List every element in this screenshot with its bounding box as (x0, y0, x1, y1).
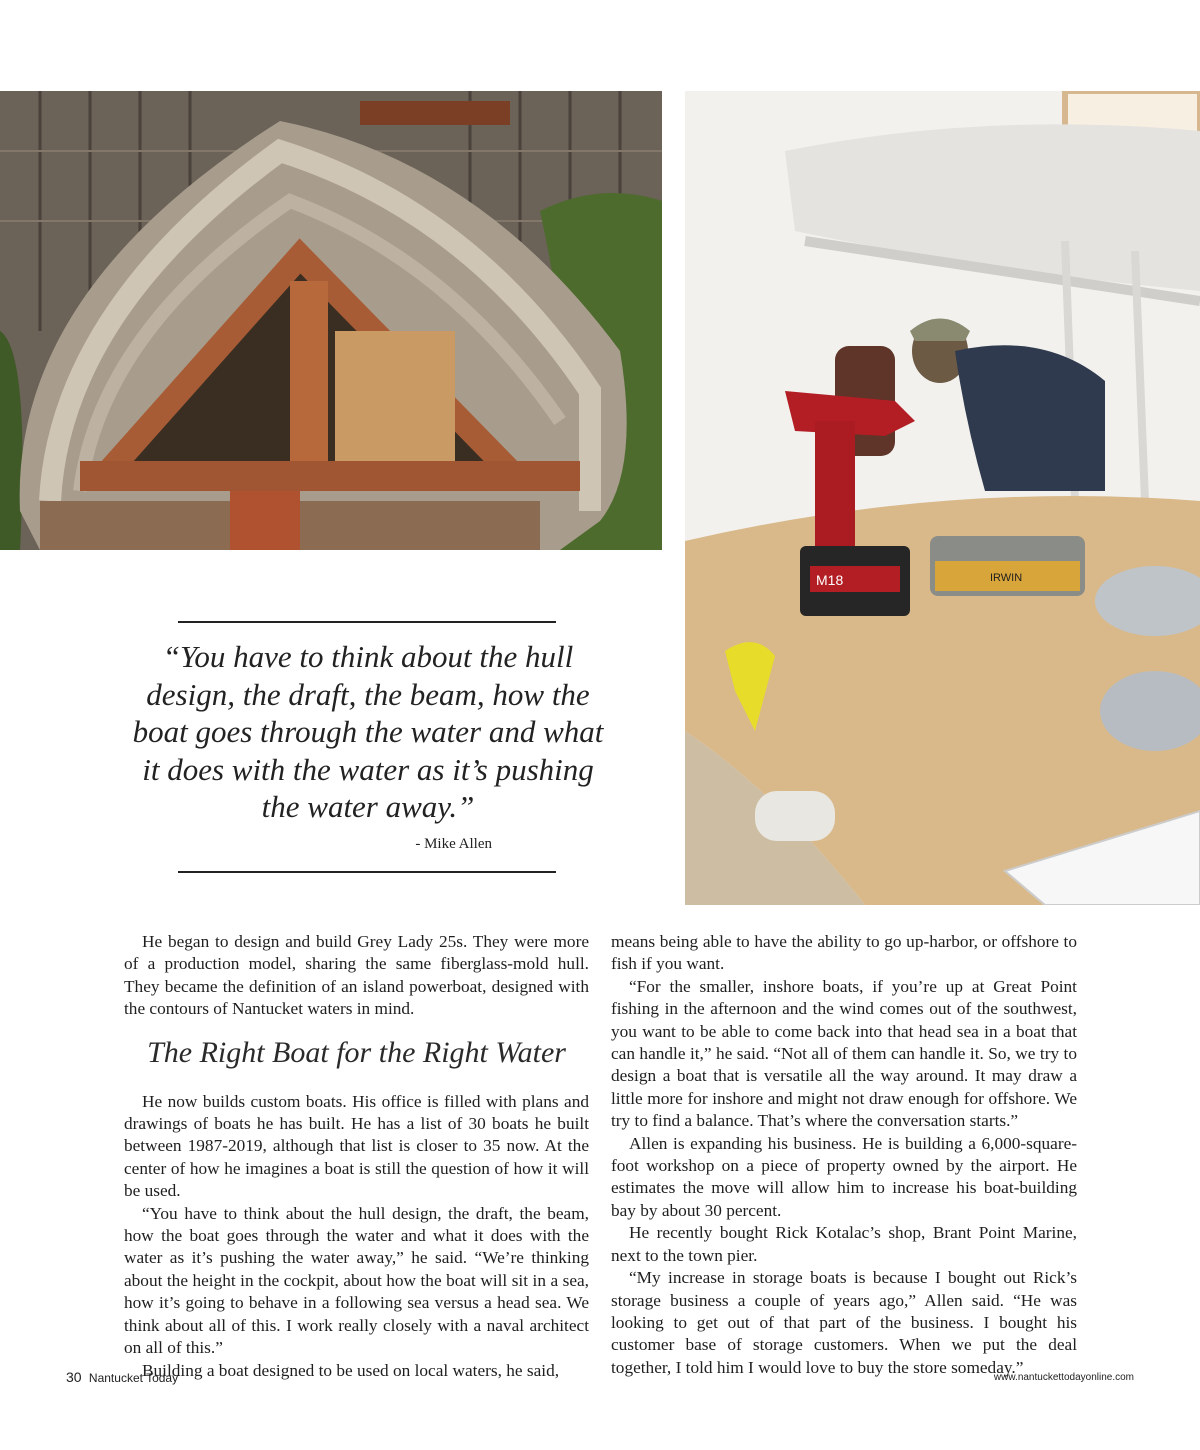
workshop-photo (685, 91, 1200, 905)
page-number: 30 (66, 1369, 82, 1385)
article-column-left (124, 931, 589, 1382)
pull-quote-attribution: - Mike Allen (415, 836, 492, 852)
pull-quote-bottom-rule (178, 871, 556, 873)
article-paragraph: He now builds custom boats. His office is filled with plans and drawings of boats he has built. He has a list of 30 boats he built between 1987-2019, although that list is closer to 35 now. At the center of how he imagines a boat is still the question of how it will be used. (124, 1091, 589, 1201)
article-column-right (611, 931, 1077, 1379)
article-paragraph: “You have to think about the hull design, the draft, the beam, how the boat goes through the water and what it does with the water as it’s pushing the water away,” he said. “We’re thinking about the height in the cockpit, about how the boat will sit in a sea, how it’s going to behave in a following sea versus a head sea. We think about all of this. I work really closely with a naval architect on all of this.” (124, 1203, 589, 1358)
section-subhead: The Right Boat for the Right Water (147, 1035, 566, 1069)
article-paragraph: He recently bought Rick Kotalac’s shop, Brant Point Marine, next to the town pier. (611, 1223, 1077, 1265)
article-paragraph: He began to design and build Grey Lady 25s. They were more of a production model, sharing the same fiberglass-mold hull. They became the definition of an island powerboat, designed with the contours of Nantucket waters in mind. (124, 932, 589, 1019)
article-paragraph: Building a boat designed to be used on local waters, he said, (142, 1360, 560, 1380)
article-paragraph: Allen is expanding his business. He is building a 6,000-square-foot workshop on a piece of property owned by the airport. He estimates the move will allow him to increase his boat-building bay by about 30 percent. (611, 1133, 1077, 1220)
publication-name: Nantucket Today (88, 1371, 179, 1385)
battery-brand-label: M18 (816, 572, 844, 588)
article-paragraph: “My increase in storage boats is because I bought out Rick’s storage business a couple of years ago,” Allen said. “He was looking to get out of that part of the business. I bought his customer base of storage customers. When we put the deal together, I told him I would love to buy the store someday.” (611, 1268, 1077, 1377)
pull-quote: “You have to think about the hull design, the draft, the beam, how the boat goes through the water and what it does with the water as it’s pushing the water away.” (132, 639, 604, 824)
article-paragraph: means being able to have the ability to go up-harbor, or offshore to fish if you want. (611, 932, 1077, 974)
page-footer-left (66, 1369, 178, 1385)
pull-quote-top-rule (178, 621, 556, 623)
boat-hull-photo (0, 91, 662, 550)
article-paragraph: “For the smaller, inshore boats, if you’re up at Great Point fishing in the afternoon and the wind comes out of the southwest, you want to be able to come back into that head sea in a boat that can handle it,” he said. “Not all of them can handle it. So, we try to design a boat that is versatile all the way around. It may draw a little more for inshore and might not draw enough for offshore. We try to find a balance. That’s where the conversation starts.” (611, 976, 1077, 1131)
toolbox-brand-label: IRWIN (990, 572, 1023, 584)
website-url: www.nantuckettodayonline.com (993, 1372, 1134, 1383)
